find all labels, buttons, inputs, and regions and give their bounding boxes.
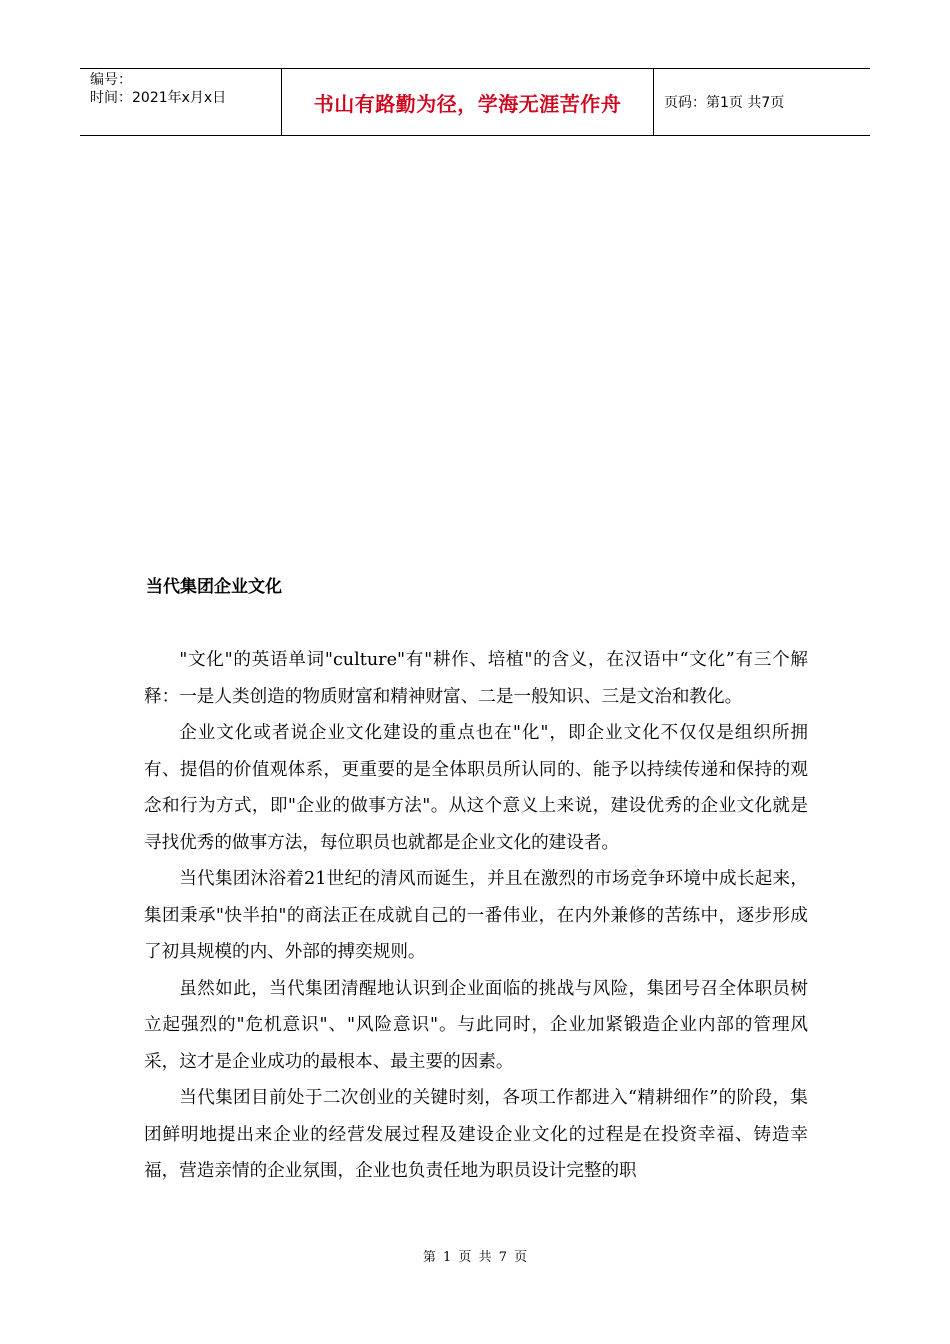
header-meta-cell xyxy=(80,69,282,135)
number-label: 编号： xyxy=(90,72,132,88)
paragraph: "文化"的英语单词"culture"有"耕作、培植"的含义，在汉语中“文化”有三个解释：一是人类创造的物质财富和精神财富、二是一般知识、三是文治和教化。 xyxy=(144,650,808,707)
paragraph: 虽然如此，当代集团清醒地认识到企业面临的挑战与风险，集团号召全体职员树立起强烈的"危机意识"、"风险意识"。与此同时，企业加紧锻造企业内部的管理风采，这才是企业成功的最根本、最主要的因素。 xyxy=(144,978,808,1072)
paragraph: 当代集团目前处于二次创业的关键时刻，各项工作都进入“精耕细作”的阶段，集团鲜明地提出来企业的经营发展过程及建设企业文化的过程是在投资幸福、铸造幸福，营造亲情的企业氛围，企业也负责任地为职员设计完整的职 xyxy=(144,1088,808,1181)
paragraph: 当代集团沐浴着21世纪的清风而诞生，并且在激烈的市场竞争环境中成长起来，集团秉承"快半拍"的商法正在成就自己的一番伟业，在内外兼修的苦练中，逐步形成了初具规模的内、外部的搏奕规则。 xyxy=(144,869,808,962)
page-footer: 第 1 页 共 7 页 xyxy=(422,1250,528,1265)
time-label: 时间：2021年x月x日 xyxy=(90,90,227,106)
header-motto-cell xyxy=(282,69,654,135)
page-info: 页码：第1页 共7页 xyxy=(664,95,785,111)
document-header xyxy=(80,68,870,136)
motto-text: 书山有路勤为径，学海无涯苦作舟 xyxy=(313,91,622,116)
paragraph: 企业文化或者说企业文化建设的重点也在"化"，即企业文化不仅仅是组织所拥有、提倡的价值观体系，更重要的是全体职员所认同的、能予以持续传递和保持的观念和行为方式，即"企业的做事方法"。从这个意义上来说，建设优秀的企业文化就是寻找优秀的做事方法，每位职员也就都是企业文化的建设者。 xyxy=(144,723,808,853)
document-body xyxy=(144,642,808,1190)
header-page-cell xyxy=(654,69,870,135)
document-title: 当代集团企业文化 xyxy=(146,577,282,597)
